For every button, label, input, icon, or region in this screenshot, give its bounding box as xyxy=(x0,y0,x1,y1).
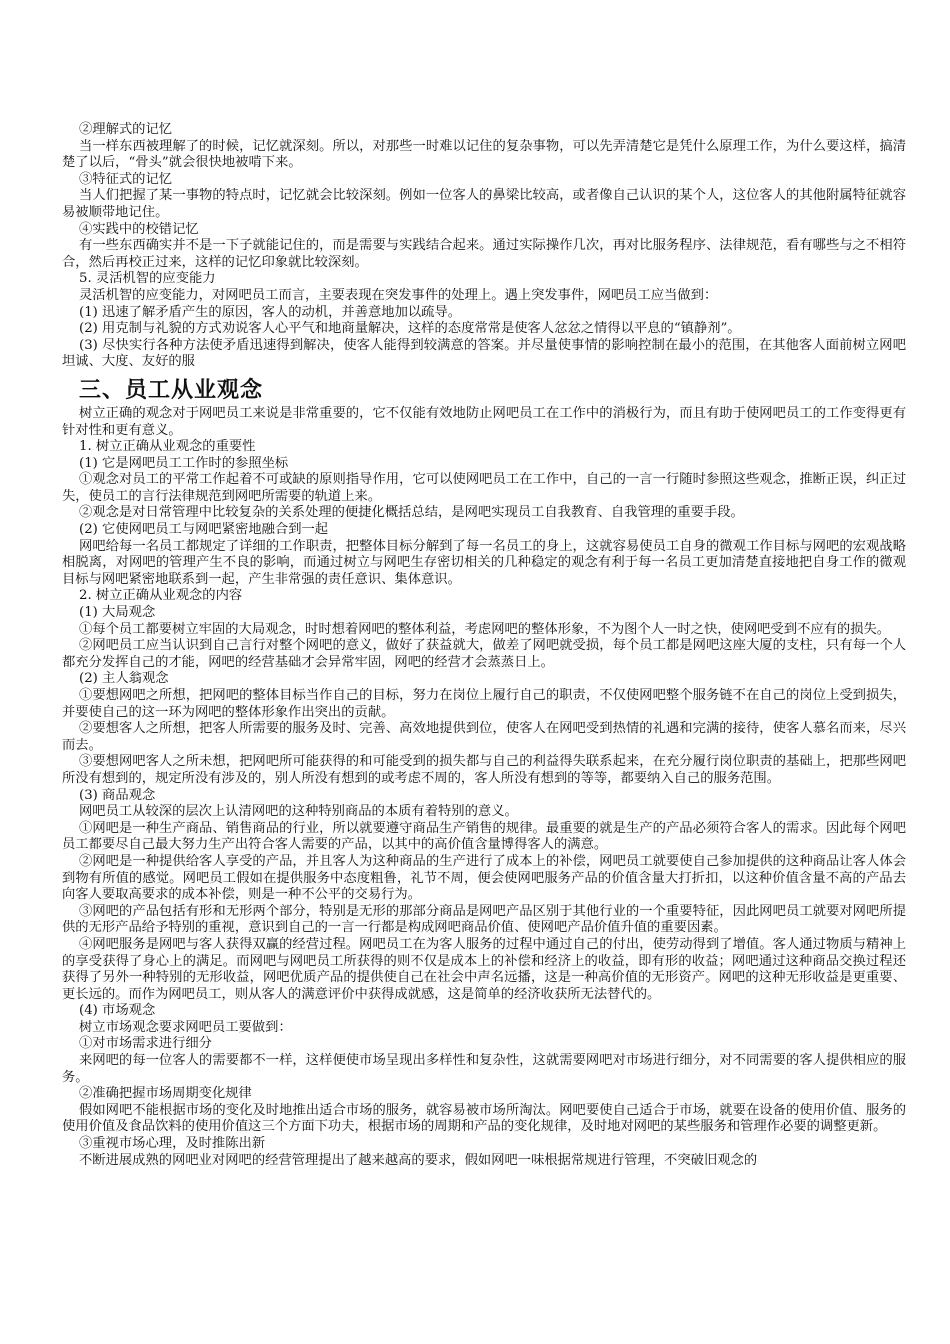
paragraph: 来网吧的每一位客人的需要都不一样，这样便使市场呈现出多样性和复杂性，这就需要网吧对市场进行细分，对不同需要的客人提供相应的服务。 xyxy=(62,1053,906,1085)
paragraph: (3) 商品观念 xyxy=(79,787,156,803)
paragraph: 1. 树立正确从业观念的重要性 xyxy=(79,439,256,455)
paragraph: ②网吧员工应当认识到自己言行对整个网吧的意义，做好了获益就大，做差了网吧就受损，每个员工都是网吧这座大厦的支柱，只有每一个人都充分发挥自己的才能，网吧的经营基础才会异常牢固，网吧的经营才会蒸蒸日上。 xyxy=(62,638,906,670)
paragraph: ③要想网吧客人之所未想，把网吧所可能获得的和可能受到的损失都与自己的利益得失联系起来，在充分履行岗位职责的基础上，把那些网吧所没有想到的，规定所没有涉及的，别人所没有想到的或考虑不周的，客人所没有想到的等等，都要纳入自己的服务范围。 xyxy=(62,754,906,786)
section-three-body xyxy=(62,406,906,1169)
section-heading: 三、员工从业观念 xyxy=(79,377,264,403)
paragraph: 不断进展成熟的网吧业对网吧的经营管理提出了越来越高的要求，假如网吧一味根据常规进行管理，不突破旧观念的 xyxy=(79,1152,758,1168)
paragraph: (1) 迅速了解矛盾产生的原因，客人的动机，并善意地加以疏导。 xyxy=(79,304,462,320)
paragraph: 灵活机智的应变能力，对网吧员工而言，主要表现在突发事件的处理上。遇上突发事件，网吧员工应当做到： xyxy=(79,287,718,303)
paragraph: ②准确把握市场周期变化规律 xyxy=(79,1086,252,1102)
paragraph: 2. 树立正确从业观念的内容 xyxy=(79,588,243,604)
paragraph: ②观念是对日常管理中比较复杂的关系处理的便捷化概括总结，是网吧实现员工自我教育、自我管理的重要手段。 xyxy=(79,505,744,521)
paragraph: 当人们把握了某一事物的特点时，记忆就会比较深刻。例如一位客人的鼻梁比较高，或者像自己认识的某个人，这位客人的其他附属特征就容易被顺带地记住。 xyxy=(62,188,906,220)
paragraph: ②要想客人之所想，把客人所需要的服务及时、完善、高效地提供到位，使客人在网吧受到热情的礼遇和完满的接待，使客人慕名而来，尽兴而去。 xyxy=(62,721,906,753)
paragraph: ④实践中的校错记忆 xyxy=(79,221,199,237)
paragraph: 网吧员工从较深的层次上认清网吧的这种特别商品的本质有着特别的意义。 xyxy=(79,804,518,820)
paragraph: ①要想网吧之所想，把网吧的整体目标当作自己的目标，努力在岗位上履行自己的职责，不仅使网吧整个服务链不在自己的岗位上受到损失，并要使自己的这一环为网吧的整体形象作出突出的贡献。 xyxy=(62,688,906,720)
paragraph: 当一样东西被理解了的时候，记忆就深刻。所以，对那些一时难以记住的复杂事物，可以先弄清楚它是凭什么原理工作，为什么要这样，搞清楚了以后，“骨头”就会很快地被啃下来。 xyxy=(62,138,906,171)
paragraph: ②网吧是一种提供给客人享受的产品，并且客人为这种商品的生产进行了成本上的补偿，网吧员工就要使自己参加提供的这种商品让客人体会到物有所值的感觉。网吧员工假如在提供服务中态度粗鲁，礼节不周，便会使网吧服务产品的价值含量大打折扣，以这种价值含量不高的产品去向客人要取高要求的成本补偿，则是一种不公平的交易行为。 xyxy=(62,853,906,903)
paragraph: (4) 市场观念 xyxy=(79,1003,156,1019)
paragraph: ③网吧的产品包括有形和无形两个部分，特别是无形的那部分商品是网吧产品区别于其他行业的一个重要特征，因此网吧员工就要对网吧所提供的无形产品给予特别的重视，意识到自己的一言一行都是构成网吧商品价值、使网吧产品价值升值的重要因素。 xyxy=(62,903,906,936)
paragraph: 树立市场观念要求网吧员工要做到： xyxy=(79,1019,292,1035)
paragraph: ①网吧是一种生产商品、销售商品的行业，所以就要遵守商品生产销售的规律。最重要的就是生产的产品必须符合客人的需求。因此每个网吧员工都要尽自己最大努力生产出符合客人需要的产品，以其中的高价值含量博得客人的满意。 xyxy=(62,820,906,853)
paragraph: (1) 它是网吧员工工作时的参照坐标 xyxy=(79,455,289,471)
paragraph: ④网吧服务是网吧与客人获得双赢的经营过程。网吧员工在为客人服务的过程中通过自己的付出，使劳动得到了增值。客人通过物质与精神上的享受获得了身心上的满足。而网吧与网吧员工所获得的则不仅是成本上的补偿和经济上的收益，即有形的收益；网吧通过这种商品交换过程还获得了另外一种特别的无形收益，网吧优质产品的提供使自己在社会中声名远播，这是一种高价值的无形资产。网吧的这种无形收益是更重要、更长远的。而作为网吧员工，则从客人的满意评价中获得成就感，这是简单的经济收获所无法替代的。 xyxy=(62,936,906,1002)
paragraph: ①观念对员工的平常工作起着不可或缺的原则指导作用，它可以使网吧员工在工作中，自己的一言一行随时参照这些观念，推断正误，纠正过失，使员工的言行法律规范到网吧所需要的轨道上来。 xyxy=(62,472,906,504)
paragraph: ①每个员工都要树立牢固的大局观念，时时想着网吧的整体利益，考虑网吧的整体形象，不为图个人一时之快，使网吧受到不应有的损失。 xyxy=(79,621,891,637)
paragraph: ①对市场需求进行细分 xyxy=(79,1036,212,1052)
section-two-continued xyxy=(62,122,906,371)
paragraph: 树立正确的观念对于网吧员工来说是非常重要的，它不仅能有效地防止网吧员工在工作中的消极行为，而且有助于使网吧员工的工作变得更有针对性和更有意义。 xyxy=(62,405,906,438)
paragraph: (2) 主人翁观念 xyxy=(79,671,169,687)
paragraph: ②理解式的记忆 xyxy=(79,122,173,137)
paragraph: ③特征式的记忆 xyxy=(79,171,173,187)
paragraph: ③重视市场心理，及时推陈出新 xyxy=(79,1136,266,1152)
paragraph: 5. 灵活机智的应变能力 xyxy=(79,271,216,287)
paragraph: (2) 它使网吧员工与网吧紧密地融合到一起 xyxy=(79,522,329,538)
paragraph: (1) 大局观念 xyxy=(79,605,156,621)
paragraph: 假如网吧不能根据市场的变化及时地推出适合市场的服务，就容易被市场所淘汰。网吧要使自己适合于市场，就要在设备的使用价值、服务的使用价值及食品饮料的使用价值这三个方面下功夫，根据市场的周期和产品的变化规律，及时地对网吧的某些服务和管理作必要的调整更新。 xyxy=(62,1102,906,1135)
paragraph: (2) 用克制与礼貌的方式劝说客人心平气和地商量解决，这样的态度常常是使客人忿忿之情得以平息的“镇静剂”。 xyxy=(79,321,741,337)
paragraph: (3) 尽快实行各种方法使矛盾迅速得到解决，使客人能得到较满意的答案。并尽量使事情的影响控制在最小的范围，在其他客人面前树立网吧坦诚、大度、友好的服 xyxy=(62,337,906,370)
paragraph: 有一些东西确实并不是一下子就能记住的，而是需要与实践结合起来。通过实际操作几次，再对比服务程序、法律规范，看有哪些与之不相符合，然后再校正过来，这样的记忆印象就比较深刻。 xyxy=(62,238,906,270)
paragraph: 网吧给每一名员工都规定了详细的工作职责，把整体目标分解到了每一名员工的身上，这就容易使员工自身的微观工作目标与网吧的宏观战略相脱离，对网吧的管理产生不良的影响，而通过树立与网吧生存密切相关的几种稳定的观念有利于每一名员工更加清楚直接地把自身工作的微观目标与网吧紧密地联系到一起，产生非常强的责任意识、集体意识。 xyxy=(62,538,906,587)
